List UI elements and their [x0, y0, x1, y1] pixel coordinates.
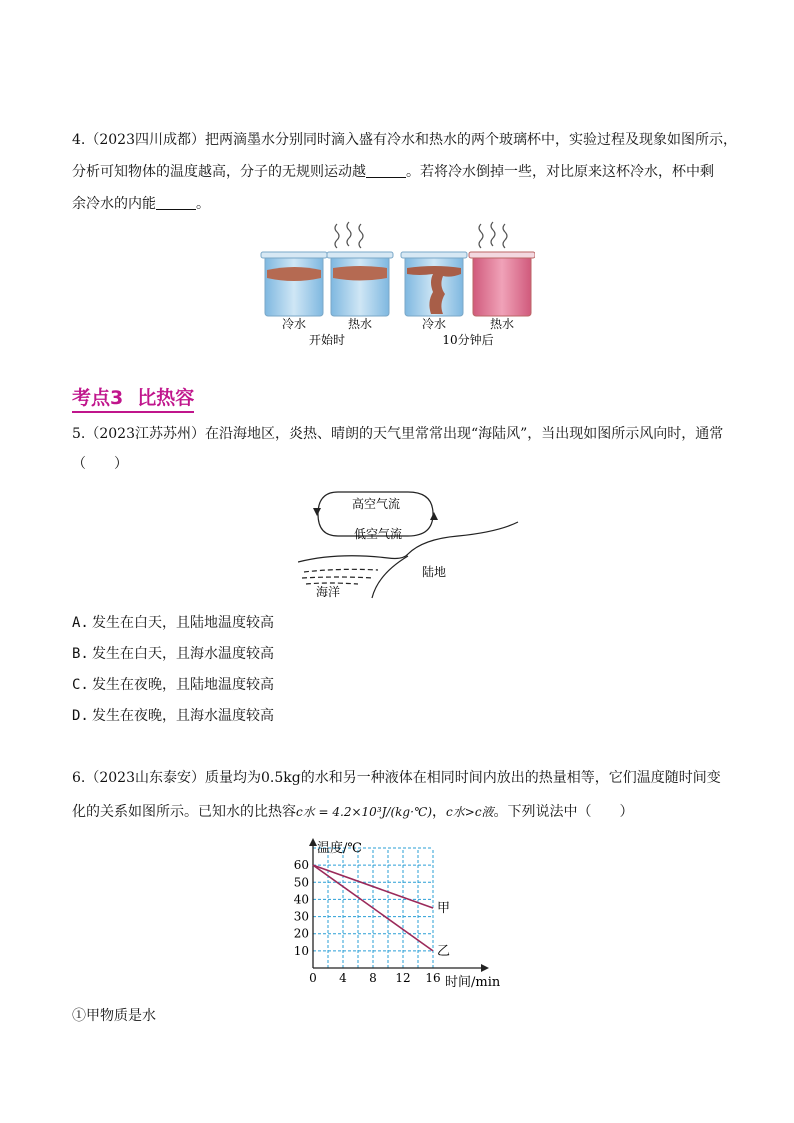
option-text: 发生在白天，且陆地温度较高: [92, 615, 274, 631]
series-label: 乙: [437, 943, 451, 959]
x-tick-label: 12: [395, 971, 411, 985]
beaker-cold-after: [401, 252, 467, 316]
chart-series: [313, 865, 450, 959]
q6-line1: 6.（2023山东泰安）质量均为0.5kg的水和另一种液体在相同时间内放出的热量相等，它们温度随时间变: [72, 770, 721, 786]
label-sea: 海洋: [315, 585, 341, 599]
answer-blank-1[interactable]: [366, 163, 406, 178]
x-axis-label: 时间/min: [445, 975, 501, 990]
x-tick-label: 16: [425, 971, 441, 985]
y-tick-label: 40: [293, 892, 309, 907]
option-key: C.: [72, 677, 89, 693]
option-a[interactable]: [72, 612, 274, 632]
section-heading: [72, 383, 194, 413]
option-c[interactable]: [72, 674, 274, 694]
x-axis-arrow-icon: [481, 964, 489, 972]
option-key: A.: [72, 615, 89, 631]
x-tick-label: 8: [369, 971, 377, 985]
beaker-hot-after: [469, 252, 535, 316]
chart-ticks: [294, 858, 441, 985]
steam-icon: [335, 222, 507, 248]
q4-line1: 4.（2023四川成都）把两滴墨水分别同时滴入盛有冷水和热水的两个玻璃杯中，实验过程及现象如图所示，: [72, 132, 737, 148]
specific-heat-compare: c水>c液: [446, 805, 494, 819]
option-text: 发生在白天，且海水温度较高: [92, 646, 274, 662]
q6-line2a: 化的关系如图所示。已知水的比热容: [72, 804, 296, 820]
q6-line2c: 。下列说法中（ ）: [493, 804, 634, 820]
label-low-airflow: 低空气流: [353, 527, 403, 541]
x-tick-label: 4: [339, 971, 347, 985]
chart-axes: [309, 838, 489, 972]
option-d[interactable]: [72, 705, 274, 725]
answer-blank-2[interactable]: [156, 195, 196, 210]
series-label: 甲: [437, 901, 451, 916]
section-number: 考点3: [72, 387, 124, 409]
y-tick-label: 20: [293, 926, 309, 941]
q4-line3b: 。: [196, 196, 210, 212]
temperature-time-chart: [285, 838, 515, 998]
y-tick-label: 60: [293, 858, 309, 873]
y-axis-arrow-icon: [309, 838, 317, 846]
beaker-figure: [255, 218, 535, 348]
sea-land-breeze-figure: [298, 484, 538, 604]
q4-line3a: 余冷水的内能: [72, 196, 156, 212]
label-cold-2: 冷水: [421, 317, 447, 331]
option-text: 发生在夜晚，且海水温度较高: [92, 708, 274, 724]
option-key: B.: [72, 646, 89, 662]
option-key: D.: [72, 708, 89, 724]
option-text: 发生在夜晚，且陆地温度较高: [92, 677, 274, 693]
q4-line3: [72, 194, 210, 214]
x-tick-label: 0: [309, 971, 317, 985]
q4-line2: [72, 162, 714, 182]
specific-heat-formula: c水 = 4.2×10³J/(kg·℃): [296, 805, 433, 819]
label-start: 开始时: [308, 333, 346, 347]
label-high-airflow: 高空气流: [351, 497, 401, 511]
label-land: 陆地: [421, 565, 447, 579]
beaker-hot-start: [327, 252, 393, 316]
q4-line2b: 。若将冷水倒掉一些，对比原来这杯冷水，杯中剩: [406, 164, 714, 180]
label-hot-1: 热水: [347, 317, 373, 331]
section-title: 比热容: [137, 387, 195, 409]
beaker-cold-start: [261, 252, 327, 316]
y-tick-label: 30: [293, 909, 309, 924]
q5-line2: （ ）: [72, 456, 128, 472]
option-b[interactable]: [72, 643, 274, 663]
y-tick-label: 10: [293, 943, 309, 958]
q6-line2: [72, 802, 634, 822]
q5-line1: 5.（2023江苏苏州）在沿海地区，炎热、晴朗的天气里常常出现“海陆风”，当出现如图所示风向时，通常: [72, 426, 724, 442]
label-after: 10分钟后: [442, 333, 494, 347]
label-cold-1: 冷水: [281, 317, 307, 331]
q6-statement-1: ①甲物质是水: [72, 1008, 156, 1024]
y-axis-label: 温度/℃: [317, 841, 362, 856]
label-hot-2: 热水: [489, 317, 515, 331]
y-tick-label: 50: [293, 875, 309, 890]
q6-line2b: ，: [432, 804, 447, 820]
q4-line2a: 分析可知物体的温度越高，分子的无规则运动越: [72, 164, 366, 180]
